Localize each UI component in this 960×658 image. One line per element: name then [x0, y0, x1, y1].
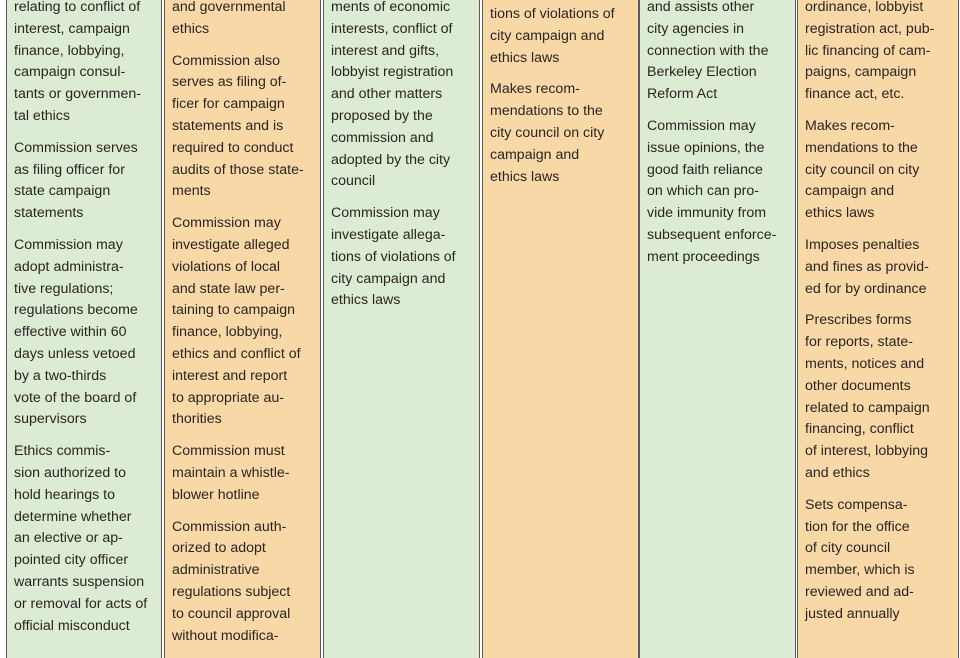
text-line: member, which is [805, 562, 915, 579]
text-line: on which can pro- [647, 183, 759, 200]
text-line: Reform Act [647, 86, 718, 103]
text-line: justed annually [805, 605, 900, 622]
text-line: investigate allega- [331, 226, 446, 243]
text-line: lic financing of cam- [805, 42, 931, 59]
text-line: mendations to the [490, 103, 603, 120]
text-line: ordinance, lobbyist [805, 0, 924, 15]
text-line: of city council [805, 540, 891, 557]
text-line: relating to conflict of [14, 0, 141, 15]
table-column-5 [639, 0, 796, 658]
text-line: to council approval [172, 605, 291, 622]
text-line: hold hearings to [14, 486, 115, 503]
text-line: ments [172, 183, 211, 200]
cell-paragraph [805, 495, 958, 626]
text-line: warrants suspension [14, 573, 145, 590]
text-line: interests, conflict of [331, 20, 453, 37]
table-column-1 [6, 0, 162, 658]
text-line: good faith reliance [647, 161, 763, 178]
text-line: registration act, pub- [805, 20, 935, 37]
text-line: audits of those state- [172, 161, 304, 178]
text-line: tions of violations of [331, 248, 456, 265]
text-line: proposed by the [331, 107, 433, 124]
text-line: mendations to the [805, 139, 918, 156]
text-line: vote of the board of [14, 389, 137, 406]
text-line: regulations subject [172, 583, 291, 600]
text-line: city council on city [805, 161, 920, 178]
text-line: reviewed and ad- [805, 583, 914, 600]
text-line: and other matters [331, 86, 443, 103]
text-line: Commission may [331, 205, 440, 222]
text-line: supervisors [14, 411, 87, 428]
text-line: Berkeley Election [647, 64, 757, 81]
text-line: lobbyist registration [331, 64, 454, 81]
table-column-3 [323, 0, 480, 658]
text-line: official misconduct [14, 617, 130, 634]
text-line: Commission auth- [172, 518, 287, 535]
table-column-4 [482, 0, 639, 658]
text-line: pointed city officer [14, 552, 129, 569]
text-line: tal ethics [14, 107, 70, 124]
text-line: effective within 60 [14, 324, 127, 341]
cell-paragraph [647, 0, 795, 106]
cell-paragraph [14, 235, 161, 431]
text-line: tions of violations of [490, 6, 615, 22]
text-line: adopted by the city [331, 151, 451, 168]
text-line: for reports, state- [805, 334, 914, 351]
cell-paragraph [172, 51, 320, 204]
text-line: interest, campaign [14, 20, 130, 37]
text-line: without modifica- [172, 627, 279, 644]
text-line: Commission may [172, 215, 281, 232]
text-line: taining to campaign [172, 302, 296, 319]
text-line: Ethics commis- [14, 443, 111, 460]
text-line: of interest, lobbying [805, 443, 929, 460]
text-line: ment proceedings [647, 248, 760, 265]
cell-paragraph [172, 441, 320, 506]
text-line: Commission must [172, 443, 285, 460]
text-line: determine whether [14, 508, 132, 525]
text-line: interest and report [172, 367, 288, 384]
cell-paragraph [14, 0, 161, 128]
text-line: vide immunity from [647, 205, 767, 222]
cell-paragraph [490, 79, 638, 188]
text-line: ethics laws [331, 292, 401, 309]
text-line: and governmental [172, 0, 286, 15]
text-line: subsequent enforce- [647, 226, 777, 243]
cell-paragraph [172, 517, 320, 648]
text-line: blower hotline [172, 486, 260, 503]
text-line: administrative [172, 562, 260, 579]
text-line: connection with the [647, 42, 769, 59]
text-line: violations of local [172, 258, 281, 275]
cell-paragraph [805, 116, 958, 225]
text-line: Prescribes forms [805, 312, 912, 329]
text-line: and assists other [647, 0, 755, 15]
text-line: finance act, etc. [805, 86, 905, 103]
text-line: required to conduct [172, 139, 294, 156]
text-line: ficer for campaign [172, 96, 285, 113]
text-line: tion for the office [805, 518, 910, 535]
text-line: Sets compensa- [805, 496, 908, 513]
text-line: and state law per- [172, 280, 285, 297]
text-line: ments of economic [331, 0, 451, 15]
text-line: ethics laws [805, 205, 875, 222]
text-line: Commission also [172, 52, 281, 69]
text-line: tive regulations; [14, 280, 114, 297]
text-line: interest and gifts, [331, 42, 440, 59]
text-line: regulations become [14, 302, 138, 319]
cell-paragraph [805, 310, 958, 484]
text-line: maintain a whistle- [172, 464, 290, 481]
text-line: other documents [805, 377, 911, 394]
text-line: to appropriate au- [172, 389, 284, 406]
cell-paragraph [490, 4, 638, 69]
cell-paragraph [14, 441, 161, 637]
text-line: financing, conflict [805, 421, 914, 438]
cell-paragraph [331, 0, 479, 193]
text-line: Commission may [647, 117, 756, 134]
text-line: ethics laws [490, 168, 560, 185]
text-line: serves as filing of- [172, 74, 287, 91]
text-line: tants or governmen- [14, 86, 141, 103]
cell-paragraph [331, 203, 479, 312]
cell-paragraph [647, 116, 795, 269]
text-line: and ethics [805, 464, 870, 481]
text-line: Commission serves [14, 139, 138, 156]
text-line: orized to adopt [172, 540, 266, 557]
text-line: as filing officer for [14, 161, 125, 178]
cell-paragraph [14, 138, 161, 225]
text-line: ethics and conflict of [172, 345, 301, 362]
text-line: issue opinions, the [647, 139, 765, 156]
text-line: city council on city [490, 124, 605, 141]
text-line: commission and [331, 129, 434, 146]
text-line: city campaign and [331, 270, 446, 287]
text-line: campaign and [805, 183, 895, 200]
text-line: Makes recom- [805, 117, 895, 134]
text-line: finance, lobbying, [172, 324, 283, 341]
text-line: paigns, campaign [805, 64, 917, 81]
text-line: city agencies in [647, 20, 744, 37]
cell-paragraph [172, 0, 320, 41]
text-line: statements [14, 205, 84, 222]
table-column-6 [797, 0, 959, 658]
text-line: state campaign [14, 183, 111, 200]
text-line: Makes recom- [490, 81, 580, 98]
table-column-2 [164, 0, 321, 658]
cell-paragraph [805, 0, 958, 106]
text-line: campaign and [490, 146, 580, 163]
cell-paragraph [172, 213, 320, 431]
text-line: city campaign and [490, 27, 605, 44]
text-line: ethics [172, 20, 210, 37]
text-line: thorities [172, 411, 222, 428]
text-line: adopt administra- [14, 258, 124, 275]
text-line: sion authorized to [14, 464, 126, 481]
text-line: ments, notices and [805, 355, 925, 372]
text-line: council [331, 173, 376, 190]
text-line: campaign consul- [14, 64, 126, 81]
text-line: Commission may [14, 236, 123, 253]
text-line: finance, lobbying, [14, 42, 125, 59]
cell-paragraph [805, 235, 958, 300]
text-line: related to campaign [805, 399, 930, 416]
text-line: investigate alleged [172, 236, 290, 253]
text-line: or removal for acts of [14, 595, 148, 612]
text-line: by a two-thirds [14, 367, 107, 384]
text-line: statements and is [172, 117, 284, 134]
text-line: an elective or ap- [14, 530, 123, 547]
text-line: ethics laws [490, 49, 560, 66]
text-line: ed for by ordinance [805, 280, 927, 297]
text-line: days unless vetoed [14, 345, 136, 362]
text-line: Imposes penalties [805, 236, 920, 253]
text-line: and fines as provid- [805, 258, 929, 275]
